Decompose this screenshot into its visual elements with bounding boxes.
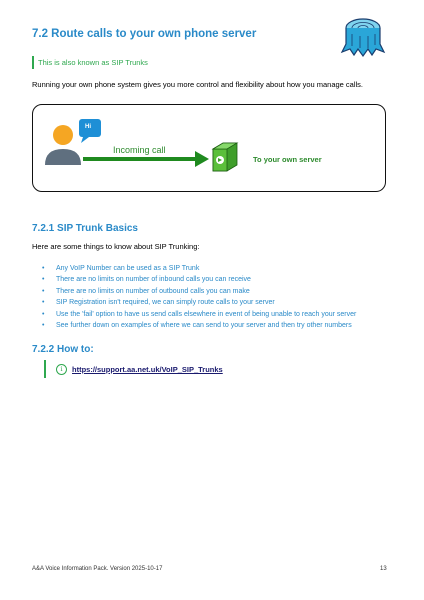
intro-paragraph: Running your own phone system gives you more control and flexibility about how you manage calls.	[32, 80, 364, 89]
list-item: • There are no limits on number of inbound calls you can receive	[42, 276, 251, 284]
footer-text: A&A Voice Information Pack. Version 2025-10-17	[32, 566, 163, 572]
bubble-greeting: Hi	[85, 124, 91, 130]
howto-callout	[44, 360, 223, 378]
list-item: • See further down on examples of where we can send to your server and then try other numbers	[42, 322, 352, 330]
server-label: To your own server	[253, 155, 322, 164]
incoming-call-label: Incoming call	[113, 145, 166, 155]
page-number: 13	[380, 566, 387, 572]
basics-heading: 7.2.1 SIP Trunk Basics	[32, 223, 138, 234]
support-link[interactable]: https://support.aa.net.uk/VoIP_SIP_Trunks	[72, 364, 223, 374]
list-item: • SIP Registration isn't required, we can simply route calls to your server	[42, 299, 275, 307]
person-icon	[45, 125, 81, 165]
speech-bubble-icon	[79, 119, 101, 143]
howto-heading: 7.2.2 How to:	[32, 344, 94, 355]
list-item: • Use the 'fail' option to have us send calls elsewhere in event of being unable to reach your server	[42, 310, 357, 318]
section-title: 7.2 Route calls to your own phone server	[32, 28, 257, 40]
note-callout: This is also known as SIP Trunks	[32, 56, 148, 69]
tree-stump-logo-icon	[340, 14, 386, 58]
server-icon	[213, 143, 237, 171]
list-item: • Any VoIP Number can be used as a SIP Trunk	[42, 265, 200, 272]
basics-lead: Here are some things to know about SIP Trunking:	[32, 242, 200, 251]
info-icon: i	[56, 364, 67, 375]
call-routing-diagram	[32, 104, 386, 192]
basics-list	[42, 263, 356, 331]
list-item: • There are no limits on number of outbound calls you can make	[42, 287, 250, 295]
